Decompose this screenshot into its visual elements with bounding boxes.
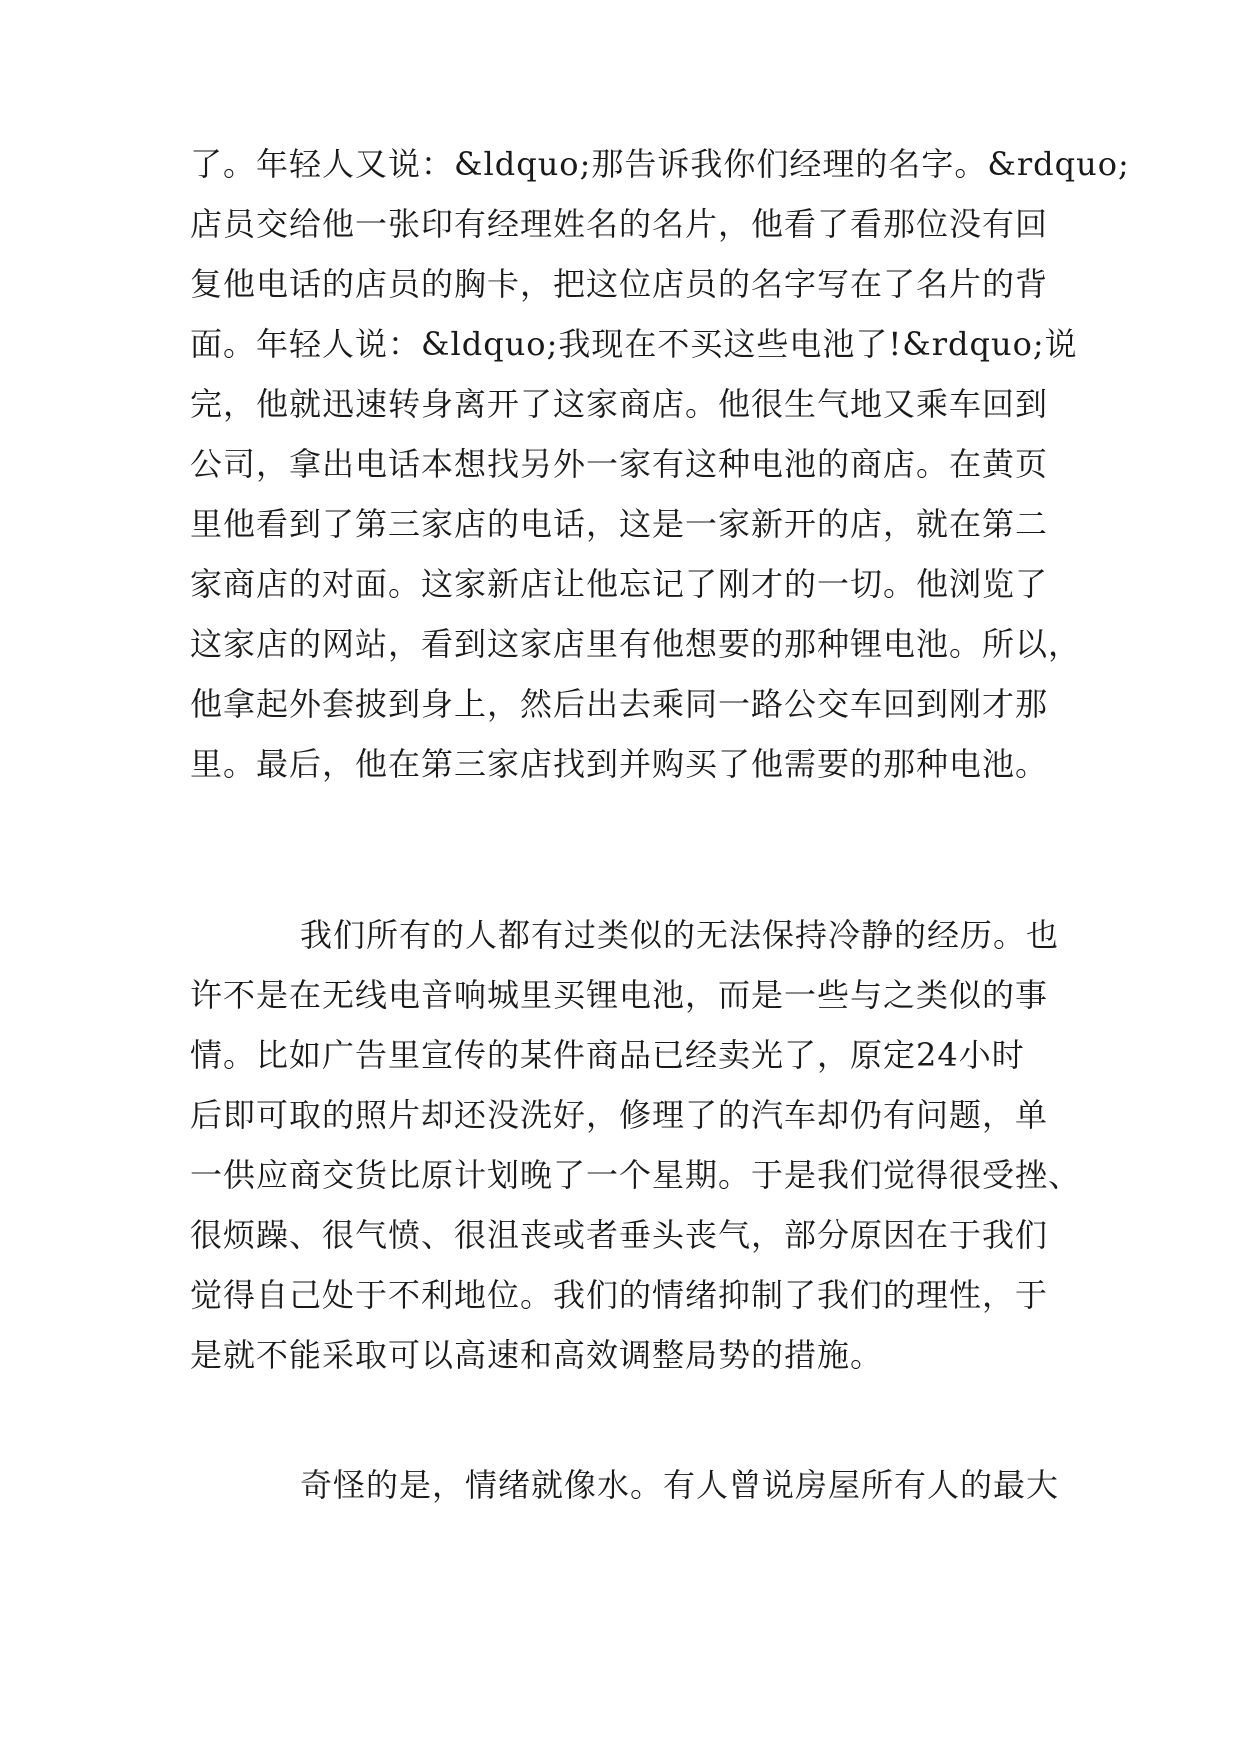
- paragraph-line: 面。年轻人说：&ldquo;我现在不买这些电池了!&rdquo;说: [190, 325, 1078, 363]
- paragraph-line: 家商店的对面。这家新店让他忘记了刚才的一切。他浏览了: [190, 565, 1049, 603]
- paragraph-line: 里他看到了第三家店的电话，这是一家新开的店，就在第二: [190, 505, 1049, 543]
- paragraph-line: 许不是在无线电音响城里买锂电池，而是一些与之类似的事: [190, 976, 1049, 1014]
- paragraph-line: 店员交给他一张印有经理姓名的名片，他看了看那位没有回: [190, 205, 1049, 243]
- paragraph-line: 一供应商交货比原计划晚了一个星期。于是我们觉得很受挫、: [190, 1156, 1082, 1194]
- paragraph-line: 情。比如广告里宣传的某件商品已经卖光了，原定24小时: [190, 1036, 1025, 1074]
- paragraph-line: 很烦躁、很气愤、很沮丧或者垂头丧气，部分原因在于我们: [190, 1216, 1049, 1254]
- paragraph-line: 完，他就迅速转身离开了这家商店。他很生气地又乘车回到: [190, 385, 1049, 423]
- paragraph-line: 复他电话的店员的胸卡，把这位店员的名字写在了名片的背: [190, 265, 1049, 303]
- paragraph-line: 公司，拿出电话本想找另外一家有这种电池的商店。在黄页: [190, 445, 1049, 483]
- paragraph-line: 后即可取的照片却还没洗好，修理了的汽车却仍有问题，单: [190, 1096, 1049, 1134]
- paragraph-line: 我们所有的人都有过类似的无法保持冷静的经历。也: [300, 916, 1060, 954]
- paragraph-line: 他拿起外套披到身上，然后出去乘同一路公交车回到刚才那: [190, 685, 1049, 723]
- paragraph-line: 是就不能采取可以高速和高效调整局势的措施。: [190, 1336, 884, 1374]
- paragraph-line: 奇怪的是，情绪就像水。有人曾说房屋所有人的最大: [300, 1466, 1060, 1504]
- paragraph-3: [190, 1455, 1060, 1515]
- paragraph-2: [190, 905, 1082, 1385]
- paragraph-1: [190, 134, 1130, 794]
- paragraph-line: 里。最后，他在第三家店找到并购买了他需要的那种电池。: [190, 745, 1049, 783]
- paragraph-line: 这家店的网站，看到这家店里有他想要的那种锂电池。所以，: [190, 625, 1082, 663]
- paragraph-line: 了。年轻人又说：&ldquo;那告诉我你们经理的名字。&rdquo;: [190, 145, 1130, 183]
- paragraph-line: 觉得自己处于不利地位。我们的情绪抑制了我们的理性，于: [190, 1276, 1049, 1314]
